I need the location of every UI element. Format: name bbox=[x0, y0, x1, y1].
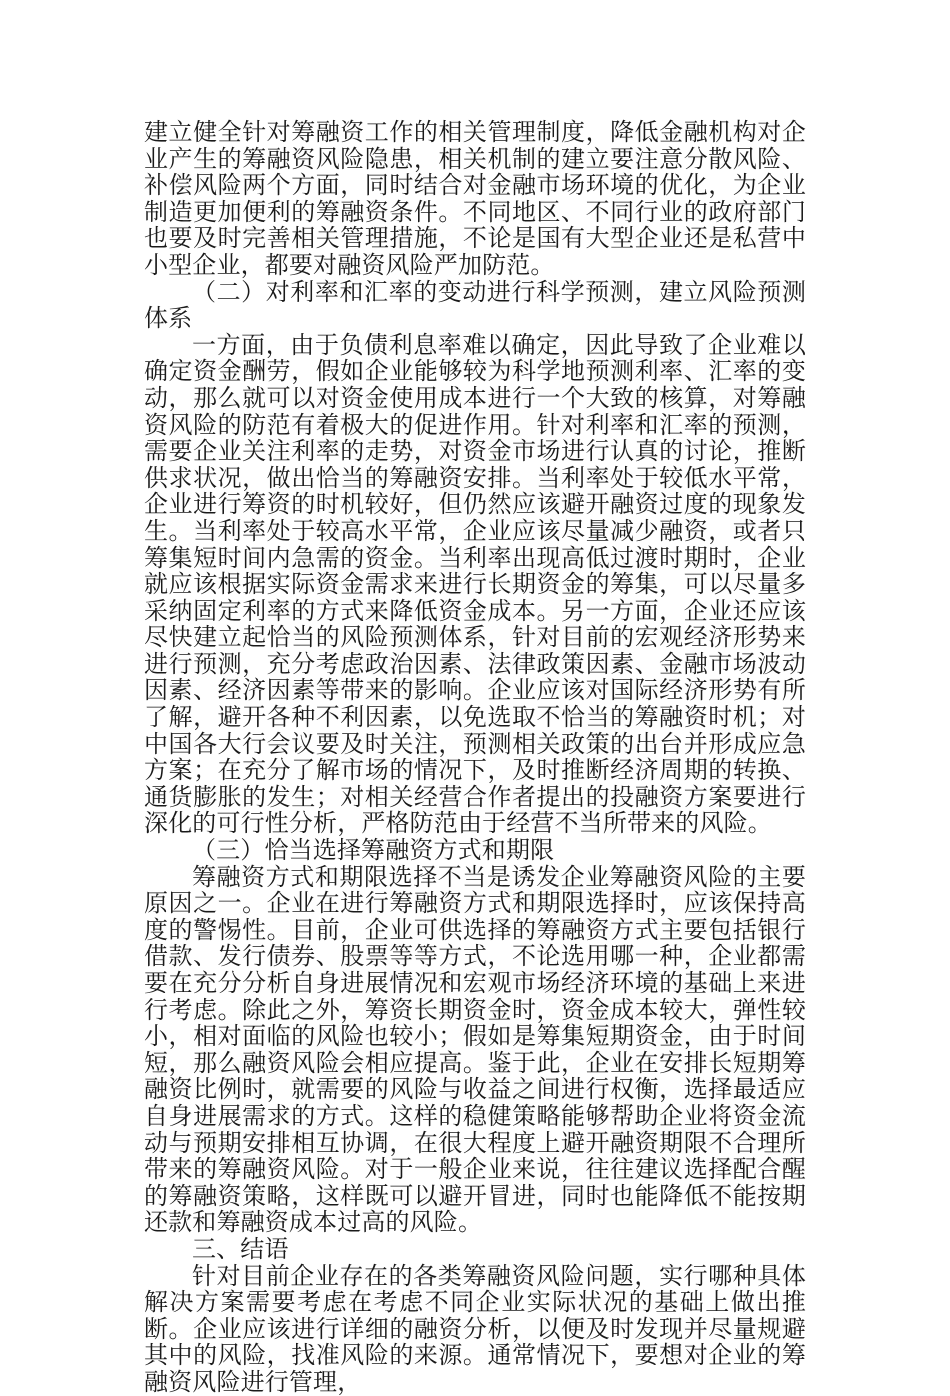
section-heading-conclusion: 三、结语 bbox=[192, 1234, 289, 1263]
paragraph-conclusion: 针对目前企业存在的各类筹融资风险问题，实行哪种具体解决方案需要考虑在考虑不同企业实际状况的基础上做出推断。企业应该进行详细的融资分析，以便及时发现并尽量规避其中的风险，找准风险的来源。通常情况下，要想对企业的筹融资风险进行管理， bbox=[144, 1261, 806, 1396]
paragraph-risk-management-system: 建立健全针对筹融资工作的相关管理制度，降低金融机构对企业产生的筹融资风险隐患，相关机制的建立要注意分散风险、补偿风险两个方面，同时结合对金融市场环境的优化，为企业制造更加便利的筹融资条件。不同地区、不同行业的政府部门也要及时完善相关管理措施，不论是国有大型企业还是私营中小型企业，都要对融资风险严加防范。 bbox=[144, 118, 806, 279]
paragraph-financing-method: 筹融资方式和期限选择不当是诱发企业筹融资风险的主要原因之一。企业在进行筹融资方式和期限选择时，应该保持高度的警惕性。目前，企业可供选择的筹融资方式主要包括银行借款、发行债券、股票等等方式，不论选用哪一种，企业都需要在充分分析自身进展情况和宏观市场经济环境的基础上来进行考虑。除此之外，筹资长期资金时，资金成本较大，弹性较小，相对面临的风险也较小；假如是筹集短期资金，由于时间短，那么融资风险会相应提高。鉴于此，企业在安排长短期筹融资比例时，就需要的风险与收益之间进行权衡，选择最适应自身进展需求的方式。这样的稳健策略能够帮助企业将资金流动与预期安排相互协调，在很大程度上避开融资期限不合理所带来的筹融资风险。对于一般企业来说，往往建议选择配合醒的筹融资策略，这样既可以避开冒进，同时也能降低不能按期还款和筹融资成本过高的风险。 bbox=[144, 862, 806, 1237]
section-heading-interest-rate-forecast: （二）对利率和汇率的变动进行科学预测，建立风险预测体系 bbox=[144, 277, 806, 333]
paragraph-interest-rate-forecast: 一方面，由于负债利息率难以确定，因此导致了企业难以确定资金酬劳，假如企业能够较为科学地预测利率、汇率的变动，那么就可以对资金使用成本进行一个大致的核算，对筹融资风险的防范有着极大的促进作用。针对利率和汇率的预测，需要企业关注利率的走势，对资金市场进行认真的讨论，推断供求状况，做出恰当的筹融资安排。当利率处于较低水平常，企业进行筹资的时机较好，但仍然应该避开融资过度的现象发生。当利率处于较高水平常，企业应该尽量减少融资，或者只筹集短时间内急需的资金。当利率出现高低过渡时期时，企业就应该根据实际资金需求来进行长期资金的筹集，可以尽量多采纳固定利率的方式来降低资金成本。另一方面，企业还应该尽快建立起恰当的风险预测体系，针对目前的宏观经济形势来进行预测，充分考虑政治因素、法律政策因素、金融市场波动因素、经济因素等带来的影响。企业应该对国际经济形势有所了解，避开各种不利因素，以免选取不恰当的筹融资时机；对中国各大行会议要及时关注，预测相关政策的出台并形成应急方案；在充分了解市场的情况下，及时推断经济周期的转换、通货膨胀的发生；对相关经营合作者提出的投融资方案要进行深化的可行性分析，严格防范由于经营不当所带来的风险。 bbox=[144, 330, 806, 838]
document-body bbox=[144, 119, 806, 1396]
section-heading-financing-method: （三）恰当选择筹融资方式和期限 bbox=[192, 836, 555, 865]
